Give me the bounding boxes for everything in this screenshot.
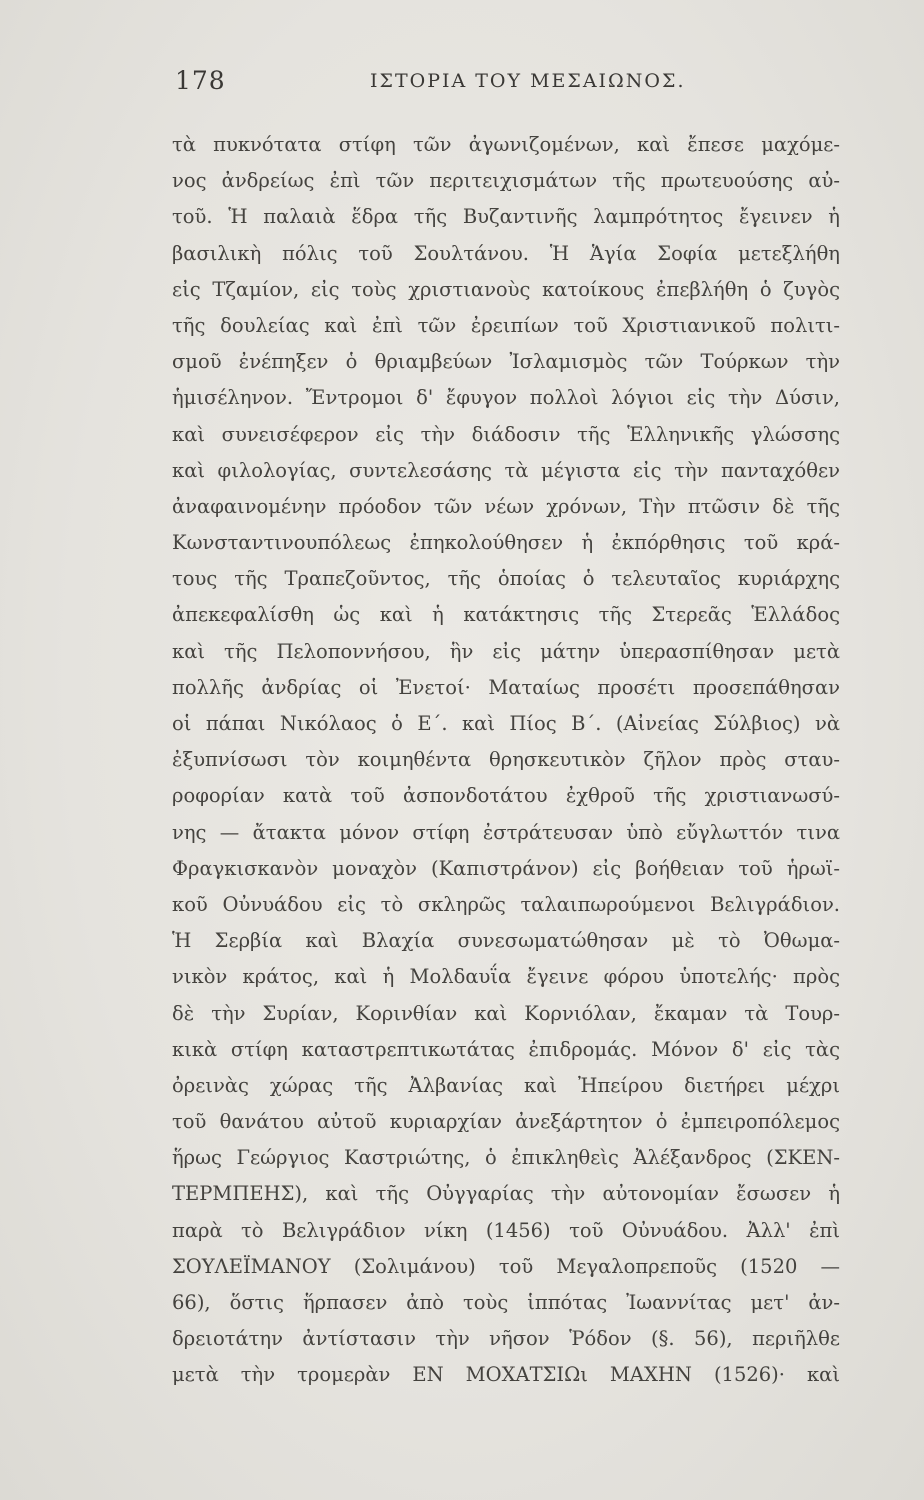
text-line: καὶ συνεισέφερον εἰς τὴν διάδοσιν τῆς Ἑλληνικῆς γλώσσης <box>172 422 840 446</box>
text-line: νης — ἄτακτα μόνον στίφη ἐστράτευσαν ὑπὸ εὔγλωττόν τινα <box>172 820 840 844</box>
text-line: παρὰ τὸ Βελιγράδιον νίκη (1456) τοῦ Οὐνυάδου. Ἀλλ' ἐπὶ <box>172 1218 840 1242</box>
text-line: ἀναφαινομένην πρόοδον τῶν νέων χρόνων, Τὴν πτῶσιν δὲ τῆς <box>172 494 840 518</box>
text-line: κοῦ Οὐνυάδου εἰς τὸ σκληρῶς ταλαιπωρούμενοι Βελιγράδιον. <box>172 892 840 916</box>
text-line: τοῦ. Ἡ παλαιὰ ἕδρα τῆς Βυζαντινῆς λαμπρότητος ἔγεινεν ἡ <box>172 205 840 229</box>
text-line: εἰς Τζαμίον, εἰς τοὺς χριστιανοὺς κατοίκους ἐπεβλήθη ὁ ζυγὸς <box>172 277 840 301</box>
text-line: ΤΕΡΜΠΕΗΣ), καὶ τῆς Οὐγγαρίας τὴν αὐτονομίαν ἔσωσεν ἡ <box>172 1182 840 1206</box>
text-line: Ἡ Σερβία καὶ Βλαχία συνεσωματώθησαν μὲ τὸ Ὀθωμα- <box>172 929 840 953</box>
text-line: ὀρεινὰς χώρας τῆς Ἀλβανίας καὶ Ἠπείρου διετήρει μέχρι <box>172 1073 840 1097</box>
text-line: ἥρως Γεώργιος Καστριώτης, ὁ ἐπικληθεὶς Ἀλέξανδρος (ΣΚΕΝ- <box>172 1146 840 1170</box>
text-line: Φραγκισκανὸν μοναχὸν (Καπιστράνον) εἰς βοήθειαν τοῦ ἡρωϊ- <box>172 856 840 880</box>
text-line: τὰ πυκνότατα στίφη τῶν ἀγωνιζομένων, καὶ ἔπεσε μαχόμε- <box>172 133 840 156</box>
text-line: ἡμισέληνον. Ἔντρομοι δ' ἔφυγον πολλοὶ λόγιοι εἰς τὴν Δύσιν, <box>172 386 840 410</box>
text-line: ροφορίαν κατὰ τοῦ ἀσπονδοτάτου ἐχθροῦ τῆς χριστιανωσύ- <box>172 784 840 808</box>
text-line: νικὸν κράτος, καὶ ἡ Μολδαυΐα ἔγεινε φόρου ὑποτελής· πρὸς <box>172 965 840 989</box>
text-line: σμοῦ ἐνέπηξεν ὁ θριαμβεύων Ἰσλαμισμὸς τῶν Τούρκων τὴν <box>172 350 840 374</box>
text-line: καὶ φιλολογίας, συντελεσάσης τὰ μέγιστα εἰς τὴν πανταχόθεν <box>172 458 840 482</box>
page-header <box>175 66 835 106</box>
text-line: κικὰ στίφη καταστρεπτικωτάτας ἐπιδρομάς. Μόνον δ' εἰς τὰς <box>172 1037 840 1061</box>
text-line: Κωνσταντινουπόλεως ἐπηκολούθησεν ἡ ἐκπόρθησις τοῦ κρά- <box>172 531 840 555</box>
text-line: πολλῆς ἀνδρίας οἱ Ἐνετοί· Ματαίως προσέτι προσεπάθησαν <box>172 675 840 699</box>
text-line: τῆς δουλείας καὶ ἐπὶ τῶν ἐρειπίων τοῦ Χριστιανικοῦ πολιτι- <box>172 313 840 337</box>
text-line: ἀπεκεφαλίσθη ὡς καὶ ἡ κατάκτησις τῆς Στερεᾶς Ἑλλάδος <box>172 603 840 627</box>
text-line: ΣΟΥΛΕΪΜΑΝΟΥ (Σολιμάνου) τοῦ Μεγαλοπρεποῦς (1520 — <box>172 1254 840 1278</box>
text-line: τοῦ θανάτου αὐτοῦ κυριαρχίαν ἀνεξάρτητον ὁ ἐμπειροπόλεμος <box>172 1110 840 1134</box>
page-number: 178 <box>175 66 226 95</box>
text-line: νος ἀνδρείως ἐπὶ τῶν περιτειχισμάτων τῆς πρωτευούσης αὐ- <box>172 169 840 193</box>
text-line: δὲ τὴν Συρίαν, Κορινθίαν καὶ Κορνιόλαν, ἔκαμαν τὰ Τουρ- <box>172 1001 840 1025</box>
text-line: μετὰ τὴν τρομερὰν ΕΝ ΜΟΧΑΤΣΙΩι ΜΑΧΗΝ (1526)· καὶ <box>172 1363 840 1387</box>
text-line: ἐξυπνίσωσι τὸν κοιμηθέντα θρησκευτικὸν ζῆλον πρὸς σταυ- <box>172 748 840 772</box>
text-line: βασιλικὴ πόλις τοῦ Σουλτάνου. Ἡ Ἁγία Σοφία μετεξλήθη <box>172 241 840 265</box>
text-line: δρειοτάτην ἀντίστασιν τὴν νῆσον Ῥόδον (§. 56), περιῆλθε <box>172 1327 840 1351</box>
text-line: οἱ πάπαι Νικόλαος ὁ Ε΄. καὶ Πίος Β΄. (Αἰνείας Σύλβιος) νὰ <box>172 712 840 735</box>
body-text <box>172 127 840 1394</box>
text-line: 66), ὅστις ἥρπασεν ἀπὸ τοὺς ἱππότας Ἰωαννίτας μετ' ἀν- <box>172 1291 840 1314</box>
running-title: ΙΣΤΟΡΙΑ ΤΟΥ ΜΕΣΑΙΩΝΟΣ. <box>370 70 686 92</box>
text-line: τους τῆς Τραπεζοῦντος, τῆς ὁποίας ὁ τελευταῖος κυριάρχης <box>172 567 840 591</box>
text-line: καὶ τῆς Πελοποννήσου, ἣν εἰς μάτην ὑπερασπίθησαν μετὰ <box>172 639 840 663</box>
